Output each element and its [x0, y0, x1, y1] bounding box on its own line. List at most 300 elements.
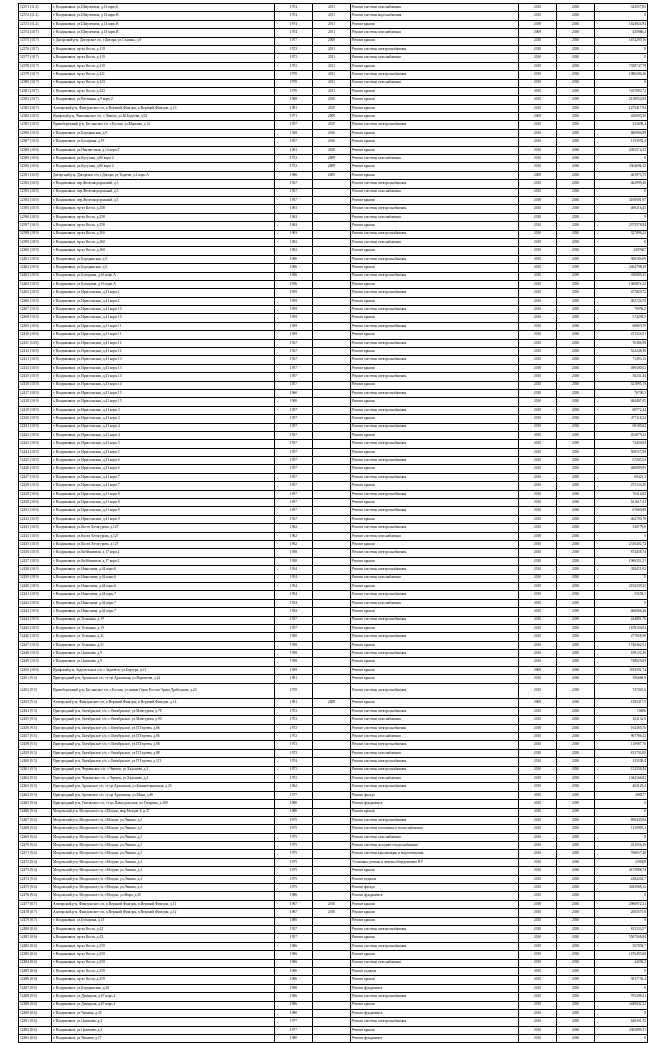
plan-end-year-cell: 2030	[557, 515, 595, 523]
table-row	[19, 574, 648, 582]
address-cell: Моздокский р-н, Моздокское г/п, г.Моздок, ул.Ленина, д.2	[52, 858, 275, 866]
plan-start-year-cell: 2010	[519, 499, 557, 507]
plan-start-year-cell: 2010	[519, 641, 557, 649]
cost-cell: 521617,41	[595, 499, 648, 507]
build-year-cell: 1959	[275, 331, 313, 339]
address-cell: г. Дигорский р-н, Дигорское г/п, г.Дигора, ул.Сталина, д.9	[52, 37, 275, 45]
last-repair-year-cell	[313, 1035, 351, 1043]
table-row	[19, 733, 648, 741]
build-year-cell: 1972	[275, 724, 313, 732]
plan-end-year-cell: 2030	[557, 616, 595, 624]
address-cell: Правобережный р-н, Бесланское г/п, г.Беслан, ул.имени Героя России Эрика Дребедхова, д.23	[52, 683, 275, 699]
plan-end-year-cell: 2030	[557, 163, 595, 171]
work-type-cell: Ремонт крыши	[351, 699, 519, 707]
cost-cell: 67203,53	[595, 457, 648, 465]
last-repair-year-cell	[313, 230, 351, 238]
plan-end-year-cell: 2030	[557, 79, 595, 87]
work-type-cell: Ремонт системы электроснабжения	[351, 524, 519, 532]
last-repair-year-cell	[313, 591, 351, 599]
cost-cell: 0	[595, 892, 648, 900]
last-repair-year-cell: 2011	[313, 29, 351, 37]
work-type-cell: Ремонт крыши	[351, 37, 519, 45]
build-year-cell: 1957	[275, 490, 313, 498]
plan-start-year-cell: 2010	[519, 741, 557, 749]
plan-end-year-cell: 2030	[557, 507, 595, 515]
cost-cell: 1746362,54	[595, 641, 648, 649]
last-repair-year-cell	[313, 465, 351, 473]
work-type-cell: Ремонт крыши	[351, 364, 519, 372]
table-row	[19, 96, 648, 104]
cost-cell: 71493,12	[595, 356, 648, 364]
table-row	[19, 707, 648, 715]
plan-end-year-cell: 2030	[557, 934, 595, 942]
plan-start-year-cell: 2010	[519, 1001, 557, 1009]
plan-start-year-cell: 2010	[519, 364, 557, 372]
table-row	[19, 121, 648, 129]
row-id-cell: 12414 (10.9)	[19, 364, 52, 372]
cost-cell: 0	[595, 917, 648, 925]
last-repair-year-cell	[313, 507, 351, 515]
plan-end-year-cell: 2030	[557, 138, 595, 146]
cost-cell: 3449042,22	[595, 1001, 648, 1009]
work-type-cell: Ремонт крыши	[351, 171, 519, 179]
table-row	[19, 171, 648, 179]
build-year-cell: 1959	[275, 306, 313, 314]
table-row	[19, 71, 648, 79]
table-row	[19, 582, 648, 590]
build-year-cell: 1963	[275, 230, 313, 238]
work-type-cell: Ремонт крыши	[351, 247, 519, 255]
plan-end-year-cell: 2030	[557, 783, 595, 791]
row-id-cell: 12492 (8.6)	[19, 1026, 52, 1034]
cost-cell: 164365,76	[595, 724, 648, 732]
last-repair-year-cell: 2009	[313, 163, 351, 171]
address-cell: г. Владикавказ, пр-кт Коста, д.42	[52, 925, 275, 933]
work-type-cell: Ремонт системы электроснабжения	[351, 272, 519, 280]
plan-start-year-cell: 2010	[519, 339, 557, 347]
address-cell: г. Владикавказ, ул.Неизвестная, д.14 корп.Г	[52, 146, 275, 154]
last-repair-year-cell: 2005	[313, 171, 351, 179]
last-repair-year-cell	[313, 457, 351, 465]
build-year-cell: 1963	[275, 247, 313, 255]
plan-start-year-cell: 2010	[519, 188, 557, 196]
build-year-cell: 1957	[275, 934, 313, 942]
cost-cell: 460089,85	[595, 465, 648, 473]
address-cell: Пригородный р-н, Черменское с/п, с.Чермен, ул.Хадонова, д.2	[52, 766, 275, 774]
plan-end-year-cell: 2030	[557, 825, 595, 833]
work-type-cell: Ремонт системы электроснабжения	[351, 423, 519, 431]
plan-end-year-cell: 2030	[557, 816, 595, 824]
row-id-cell: 12435 (10.9)	[19, 541, 52, 549]
cost-cell: 1369874,32	[595, 280, 648, 288]
plan-start-year-cell: 2010	[519, 431, 557, 439]
cost-cell: 2003575,8	[595, 909, 648, 917]
build-year-cell: 1954	[275, 608, 313, 616]
last-repair-year-cell	[313, 599, 351, 607]
build-year-cell: 1956	[275, 280, 313, 288]
address-cell: г. Владикавказ, ул.Кобйашвили, д.17 корп.2	[52, 549, 275, 557]
plan-start-year-cell: 2009	[519, 113, 557, 121]
address-cell: г. Владикавказ, ул.Бутырина, д.19	[52, 138, 275, 146]
plan-end-year-cell: 2030	[557, 473, 595, 481]
last-repair-year-cell	[313, 415, 351, 423]
plan-start-year-cell: 2010	[519, 163, 557, 171]
cost-cell: 153538,4	[595, 758, 648, 766]
last-repair-year-cell	[313, 800, 351, 808]
work-type-cell: Ремонт системы электроснабжения	[351, 490, 519, 498]
cost-cell: 967786,32	[595, 733, 648, 741]
plan-end-year-cell: 2030	[557, 624, 595, 632]
build-year-cell: 1963	[275, 205, 313, 213]
plan-end-year-cell: 2030	[557, 129, 595, 137]
cost-cell: 0	[595, 1035, 648, 1043]
plan-end-year-cell: 2030	[557, 196, 595, 204]
cost-cell: 306184,69	[595, 255, 648, 263]
plan-end-year-cell: 2030	[557, 54, 595, 62]
last-repair-year-cell	[313, 716, 351, 724]
build-year-cell: 1966	[275, 959, 313, 967]
address-cell: Моздокский р-н, Моздокское г/п, г.Моздок, ул.Мира, д.20	[52, 892, 275, 900]
plan-end-year-cell: 2030	[557, 238, 595, 246]
plan-end-year-cell: 2030	[557, 314, 595, 322]
table-row	[19, 800, 648, 808]
row-id-cell: 12480 (8.6)	[19, 925, 52, 933]
plan-start-year-cell: 2010	[519, 4, 557, 12]
build-year-cell: 1959	[275, 314, 313, 322]
row-id-cell: 12377 (10.7)	[19, 54, 52, 62]
work-type-cell: Ремонт крыши	[351, 398, 519, 406]
table-row	[19, 146, 648, 154]
address-cell: г. Владикавказ, пр-кт Коста, д.219	[52, 62, 275, 70]
plan-start-year-cell: 2010	[519, 280, 557, 288]
address-cell: Пригородный р-н, Октябрьское с/п, с.Октябрьское, ул.П.Тедеева, д.88	[52, 749, 275, 757]
address-cell: г. Владикавказ, ул.Иристонская, д.41 корп.1	[52, 289, 275, 297]
plan-start-year-cell: 2010	[519, 473, 557, 481]
plan-start-year-cell: 2010	[519, 104, 557, 112]
work-type-cell: Ремонт крыши	[351, 104, 519, 112]
build-year-cell: 1972	[275, 62, 313, 70]
plan-start-year-cell: 2010	[519, 766, 557, 774]
table-row	[19, 356, 648, 364]
cost-cell: 330685,52	[595, 272, 648, 280]
cost-cell: 0	[595, 532, 648, 540]
plan-end-year-cell: 2030	[557, 381, 595, 389]
plan-end-year-cell: 2030	[557, 448, 595, 456]
row-id-cell: 12467 (9.4)	[19, 816, 52, 824]
table-row	[19, 791, 648, 799]
address-cell: г. Владикавказ, пр-кт Коста, д.223	[52, 79, 275, 87]
address-cell: Моздокский р-н, Моздокское г/п, г.Моздок, ул.Ленина, д.2	[52, 867, 275, 875]
row-id-cell: 12401 (10.9)	[19, 255, 52, 263]
plan-start-year-cell: 2010	[519, 650, 557, 658]
row-id-cell: 12450 (10.9)	[19, 666, 52, 674]
row-id-cell: 12447 (10.9)	[19, 641, 52, 649]
address-cell: г. Владикавказ, пр-кт Коста, д.260	[52, 238, 275, 246]
table-row	[19, 549, 648, 557]
plan-end-year-cell: 2030	[557, 440, 595, 448]
cost-cell: 76386,98	[595, 339, 648, 347]
address-cell: Пригородный р-н, Октябрьское с/п, с.Октябрьское, ул.П.Тедеева, д.86	[52, 724, 275, 732]
last-repair-year-cell: 2010	[313, 138, 351, 146]
work-type-cell: Ремонт системы газоснабжения	[351, 716, 519, 724]
address-cell: г. Владикавказ, ул.Тельмана, д.21	[52, 633, 275, 641]
work-type-cell: Ремонт системы холодного водоснабжения	[351, 842, 519, 850]
build-year-cell: 1957	[275, 373, 313, 381]
row-id-cell: 12399 (10.9)	[19, 238, 52, 246]
row-id-cell: 12404 (10.9)	[19, 280, 52, 288]
build-year-cell: 1966	[275, 942, 313, 950]
last-repair-year-cell	[313, 348, 351, 356]
address-cell: г. Владикавказ, пр-кт Коста, д.259	[52, 959, 275, 967]
row-id-cell: 12413 (10.9)	[19, 356, 52, 364]
plan-start-year-cell: 2010	[519, 440, 557, 448]
work-type-cell: Ремонт крыши	[351, 515, 519, 523]
row-id-cell: 12422 (10.9)	[19, 431, 52, 439]
row-id-cell: 12423 (10.9)	[19, 440, 52, 448]
table-row	[19, 406, 648, 414]
table-row	[19, 465, 648, 473]
build-year-cell: 1957	[275, 364, 313, 372]
cost-cell: 2192339,35	[595, 582, 648, 590]
plan-end-year-cell: 2030	[557, 976, 595, 984]
plan-start-year-cell: 2010	[519, 800, 557, 808]
address-cell: г. Владикавказ, ул.Иристонская, д.41 корп.14	[52, 373, 275, 381]
table-row	[19, 29, 648, 37]
plan-end-year-cell: 2030	[557, 289, 595, 297]
build-year-cell: 1972	[275, 155, 313, 163]
plan-end-year-cell: 2030	[557, 675, 595, 683]
table-row	[19, 264, 648, 272]
build-year-cell: 1957	[275, 339, 313, 347]
cost-cell: 436093,50	[595, 113, 648, 121]
plan-start-year-cell: 2009	[519, 699, 557, 707]
table-row	[19, 415, 648, 423]
address-cell: г. Владикавказ, ул.Иристонская, д.41 корп.14	[52, 381, 275, 389]
build-year-cell: 1975	[275, 875, 313, 883]
cost-cell: 1623824,92	[595, 20, 648, 28]
plan-end-year-cell: 2030	[557, 171, 595, 179]
last-repair-year-cell	[313, 238, 351, 246]
cost-cell: 109122,26	[595, 650, 648, 658]
work-type-cell: Ремонт крыши	[351, 87, 519, 95]
cost-cell: 0	[595, 155, 648, 163]
work-type-cell: Ремонт крыши	[351, 129, 519, 137]
last-repair-year-cell	[313, 842, 351, 850]
address-cell: г. Владикавказ, ул.Цаликова, д.2	[52, 1018, 275, 1026]
plan-end-year-cell: 2030	[557, 683, 595, 699]
plan-start-year-cell: 2010	[519, 733, 557, 741]
plan-start-year-cell: 2010	[519, 875, 557, 883]
plan-end-year-cell: 2030	[557, 272, 595, 280]
plan-start-year-cell: 2010	[519, 816, 557, 824]
row-id-cell: 12449 (10.9)	[19, 658, 52, 666]
work-type-cell: Установка, ремонт и замена общедомовых ПУ	[351, 858, 519, 866]
address-cell: Пригородный р-н, Октябрьское с/п, с.Октябрьское, ул.П.Тедеева, д.88	[52, 741, 275, 749]
table-row	[19, 314, 648, 322]
plan-end-year-cell: 2030	[557, 155, 595, 163]
row-id-cell: 12443 (10.9)	[19, 608, 52, 616]
plan-end-year-cell: 2030	[557, 180, 595, 188]
row-id-cell: 12383 (10.7)	[19, 104, 52, 112]
work-type-cell: Ремонт крыши	[351, 900, 519, 908]
table-row	[19, 917, 648, 925]
build-year-cell: 1956	[275, 272, 313, 280]
last-repair-year-cell	[313, 247, 351, 255]
build-year-cell: 1970	[275, 79, 313, 87]
cost-cell: 5507566,84	[595, 934, 648, 942]
build-year-cell: 1962	[275, 524, 313, 532]
work-type-cell: Ремонт системы электроснабжения	[351, 440, 519, 448]
cost-cell: 815233,57	[595, 925, 648, 933]
address-cell: г. Владикавказ, ул.Иристонская, д.41 корп.8	[52, 490, 275, 498]
address-cell: г. Владикавказ, ул.Николаева, д.44 корп.6	[52, 582, 275, 590]
last-repair-year-cell	[313, 448, 351, 456]
plan-start-year-cell: 2010	[519, 121, 557, 129]
address-cell: г. Владикавказ, ул.Иристонская, д.41 корп.11	[52, 331, 275, 339]
plan-end-year-cell: 2030	[557, 423, 595, 431]
table-row	[19, 858, 648, 866]
plan-start-year-cell: 2010	[519, 381, 557, 389]
cost-cell: 78956,2	[595, 306, 648, 314]
cost-cell: 2464798,39	[595, 264, 648, 272]
cost-cell: 0	[595, 238, 648, 246]
last-repair-year-cell: 2010	[313, 96, 351, 104]
build-year-cell: 1957	[275, 925, 313, 933]
plan-start-year-cell: 2010	[519, 633, 557, 641]
table-row	[19, 741, 648, 749]
plan-start-year-cell: 2010	[519, 850, 557, 858]
address-cell: г. Владикавказ, ул.Иристонская, д.41 корп.10	[52, 314, 275, 322]
plan-end-year-cell: 2030	[557, 431, 595, 439]
row-id-cell: 12382 (10.7)	[19, 96, 52, 104]
work-type-cell: Ремонт крыши	[351, 934, 519, 942]
row-id-cell: 12371 (11.2)	[19, 4, 52, 12]
row-id-cell: 12389 (10.9)	[19, 155, 52, 163]
address-cell: Моздокский р-н, Моздокское г/п, г.Моздок, ул.Ленина, д.2	[52, 842, 275, 850]
build-year-cell: 1974	[275, 29, 313, 37]
build-year-cell: 1957	[275, 616, 313, 624]
row-id-cell: 12436 (10.9)	[19, 549, 52, 557]
plan-start-year-cell: 2010	[519, 238, 557, 246]
address-cell: г. Владикавказ, ул.Шмулевича, д.14 корп.В	[52, 12, 275, 20]
plan-end-year-cell: 2030	[557, 724, 595, 732]
plan-end-year-cell: 2030	[557, 951, 595, 959]
row-id-cell: 12445 (10.9)	[19, 624, 52, 632]
row-id-cell: 12481 (8.6)	[19, 934, 52, 942]
last-repair-year-cell	[313, 280, 351, 288]
build-year-cell: 1977	[275, 1018, 313, 1026]
row-id-cell: 12470 (9.4)	[19, 842, 52, 850]
last-repair-year-cell	[313, 431, 351, 439]
work-type-cell: Ремонт крыши	[351, 62, 519, 70]
work-type-cell: Ремонт системы электроснабжения	[351, 925, 519, 933]
address-cell: г. Владикавказ, ул.Тельмана, д.19	[52, 624, 275, 632]
last-repair-year-cell: 2011	[313, 62, 351, 70]
plan-end-year-cell: 2030	[557, 104, 595, 112]
table-row	[19, 608, 648, 616]
cost-cell: 795288,41	[595, 993, 648, 1001]
build-year-cell: 1957	[275, 188, 313, 196]
plan-start-year-cell: 2010	[519, 406, 557, 414]
address-cell: Алагирский р-н, Фиагдонское с/п, п.Верхний Фиагдон, п.Верхний Фиагдон, д.14	[52, 699, 275, 707]
work-type-cell: Ремонт системы электроснабжения	[351, 322, 519, 330]
plan-start-year-cell: 2010	[519, 557, 557, 565]
build-year-cell: 1975	[275, 867, 313, 875]
plan-end-year-cell: 2030	[557, 909, 595, 917]
plan-end-year-cell: 2030	[557, 582, 595, 590]
cost-cell: 3169581,97	[595, 196, 648, 204]
cost-cell: 56231,44	[595, 373, 648, 381]
table-row	[19, 297, 648, 305]
plan-end-year-cell: 2030	[557, 373, 595, 381]
plan-end-year-cell: 2030	[557, 733, 595, 741]
plan-end-year-cell: 2030	[557, 20, 595, 28]
work-type-cell: Ремонт системы электроснабжения	[351, 549, 519, 557]
row-id-cell: 12420 (10.9)	[19, 415, 52, 423]
last-repair-year-cell	[313, 205, 351, 213]
row-id-cell: 12372 (11.2)	[19, 12, 52, 20]
address-cell: г. Владикавказ, пер.Железнодорожный, д.5	[52, 196, 275, 204]
last-repair-year-cell	[313, 566, 351, 574]
last-repair-year-cell	[313, 272, 351, 280]
table-row	[19, 658, 648, 666]
row-id-cell: 12490 (8.6)	[19, 1009, 52, 1017]
work-type-cell: Ремонт системы электроснабжения	[351, 707, 519, 715]
row-id-cell: 12419 (10.9)	[19, 406, 52, 414]
build-year-cell: 1966	[275, 976, 313, 984]
build-year-cell: 1963	[275, 222, 313, 230]
last-repair-year-cell	[313, 774, 351, 782]
address-cell: г. Владикавказ, ул.Коста Хетагурова, д.127	[52, 524, 275, 532]
build-year-cell: 1972	[275, 163, 313, 171]
cost-cell: 509557,99	[595, 448, 648, 456]
build-year-cell: 1977	[275, 1026, 313, 1034]
last-repair-year-cell	[313, 322, 351, 330]
work-type-cell: Ремонт системы газоснабжения	[351, 574, 519, 582]
address-cell: г. Владикавказ, ул.Бутырина, д.13	[52, 917, 275, 925]
last-repair-year-cell: 2010	[313, 121, 351, 129]
work-type-cell: Ремонт системы газоснабжения	[351, 213, 519, 221]
table-row	[19, 339, 648, 347]
build-year-cell: 1958	[275, 650, 313, 658]
plan-end-year-cell: 2030	[557, 205, 595, 213]
table-row	[19, 1009, 648, 1017]
last-repair-year-cell	[313, 524, 351, 532]
table-row	[19, 641, 648, 649]
build-year-cell: 1957	[275, 121, 313, 129]
cost-cell: 484467,05	[595, 398, 648, 406]
cost-cell: 76214,82	[595, 490, 648, 498]
table-row	[19, 716, 648, 724]
plan-start-year-cell: 2010	[519, 791, 557, 799]
cost-cell: 261132,6	[595, 716, 648, 724]
table-row	[19, 875, 648, 883]
build-year-cell: 1966	[275, 171, 313, 179]
work-type-cell: Ремонт системы электроснабжения	[351, 766, 519, 774]
last-repair-year-cell	[313, 816, 351, 824]
plan-start-year-cell: 2010	[519, 20, 557, 28]
work-type-cell: Ремонт крыши	[351, 675, 519, 683]
address-cell: г. Владикавказ, пр-кт Коста, д.221	[52, 71, 275, 79]
plan-end-year-cell: 2030	[557, 591, 595, 599]
last-repair-year-cell	[313, 934, 351, 942]
work-type-cell: Ремонт системы электроснабжения	[351, 591, 519, 599]
cost-cell: 0	[595, 12, 648, 20]
build-year-cell: 1928	[275, 129, 313, 137]
row-id-cell: 12411 (10.9)	[19, 339, 52, 347]
plan-end-year-cell: 2030	[557, 566, 595, 574]
work-type-cell: Ремонт системы электроснабжения	[351, 289, 519, 297]
